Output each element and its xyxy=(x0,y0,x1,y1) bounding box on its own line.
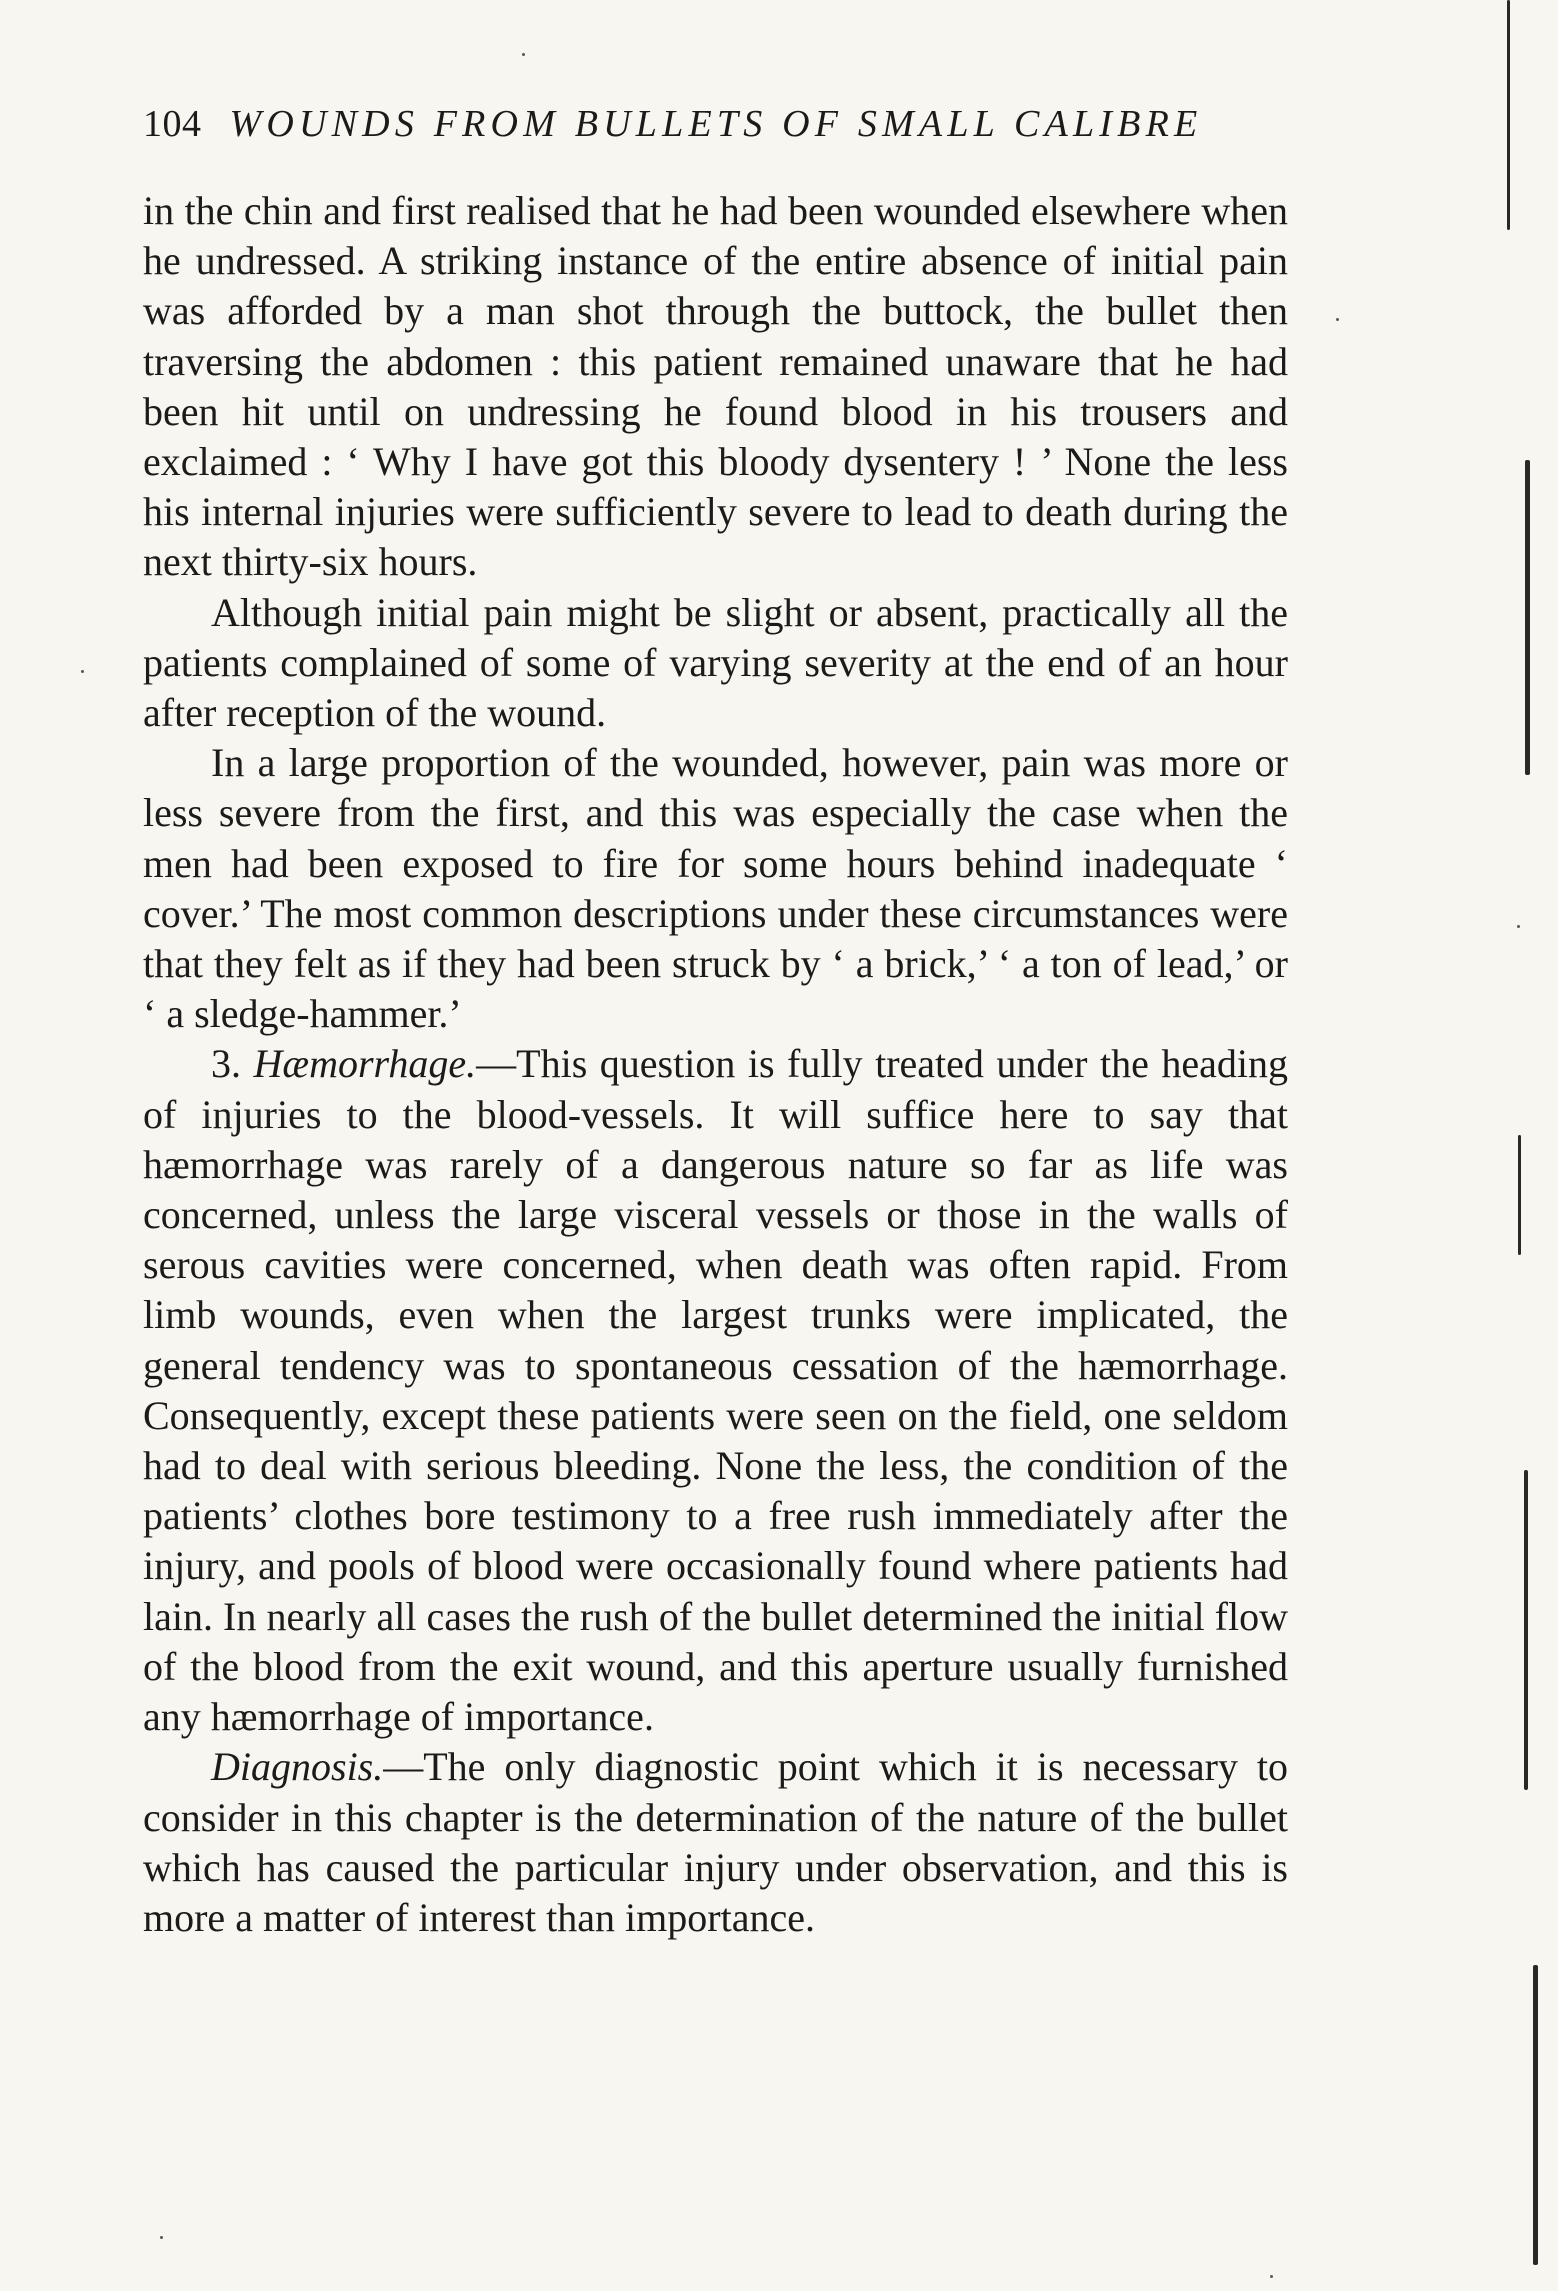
paper-speck xyxy=(1270,2275,1273,2278)
running-title: WOUNDS FROM BULLETS OF SMALL CALIBRE xyxy=(229,103,1203,145)
section-heading-haemorrhage: Hæmorrhage. xyxy=(253,1041,477,1087)
paragraph-diagnosis xyxy=(143,1742,1288,1943)
page-number: 104 xyxy=(143,103,202,145)
paragraph-text: In a large proportion of the wounded, however, pain was more or less severe from the first, and this was especially the case when the men had been exposed to fire for some hours behind inadequate ‘ cover.’ The most common descriptions under these circumstances were that they felt as if they had been struck by ‘ a brick,’ ‘ a ton of lead,’ or ‘ a sledge-hammer.’ xyxy=(143,740,1288,1037)
scan-edge-mark-bottom xyxy=(1533,1965,1538,2265)
paper-speck xyxy=(81,670,84,673)
scan-edge-mark-upper xyxy=(1525,460,1530,775)
paragraph-initial-pain xyxy=(143,588,1288,739)
scan-edge-mark-lower xyxy=(1524,1470,1528,1790)
paragraph-severe-pain xyxy=(143,738,1288,1039)
paper-speck xyxy=(522,53,525,56)
paper-speck xyxy=(1517,925,1520,928)
paragraph-haemorrhage xyxy=(143,1039,1288,1742)
paragraph-text: Although initial pain might be slight or absent, practically all the patients complained of some of varying severity at the end of an hour after reception of the wound. xyxy=(143,589,1288,736)
scan-edge-mark-top xyxy=(1507,0,1510,230)
paragraph-text: in the chin and first realised that he had been wounded elsewhere when he undressed. A striking instance of the entire absence of initial pain was afforded by a man shot through the buttock, the bullet then traversing the abdomen : this patient remained unaware that he had been hit until on undressing he found blood in his trousers and exclaimed : ‘ Why I have got this bloody dysentery ! ’ None the less his internal injuries were sufficiently severe to lead to death during the next thirty-six hours. xyxy=(143,188,1288,585)
section-heading-diagnosis: Diagnosis. xyxy=(211,1744,384,1790)
scan-edge-mark-middle xyxy=(1518,1135,1521,1255)
paper-speck xyxy=(160,2236,163,2239)
paragraph-continuation xyxy=(143,186,1288,588)
section-number: 3. xyxy=(211,1041,254,1087)
paragraph-text: —The only diagnostic point which it is necessary to consider in this chapter is the determination of the nature of the bullet which has caused the particular injury under observation, and this is more a matter of interest than importance. xyxy=(143,1744,1288,1940)
paper-speck xyxy=(1336,318,1339,321)
running-head xyxy=(143,102,1288,150)
body-text xyxy=(143,186,1288,2146)
paragraph-text: —This question is fully treated under the heading of injuries to the blood-vessels. It will suffice here to say that hæmorrhage was rarely of a dangerous nature so far as life was concerned, unless the large visceral vessels or those in the walls of serous cavities were concerned, when death was often rapid. From limb wounds, even when the largest trunks were implicated, the general tendency was to spontaneous cessation of the hæmorrhage. Consequently, except these patients were seen on the field, one seldom had to deal with serious bleeding. None the less, the condition of the patients’ clothes bore testimony to a free rush immediately after the injury, and pools of blood were occasionally found where patients had lain. In nearly all cases the rush of the bullet determined the initial flow of the blood from the exit wound, and this aperture usually furnished any hæmorrhage of importance. xyxy=(143,1041,1288,1740)
